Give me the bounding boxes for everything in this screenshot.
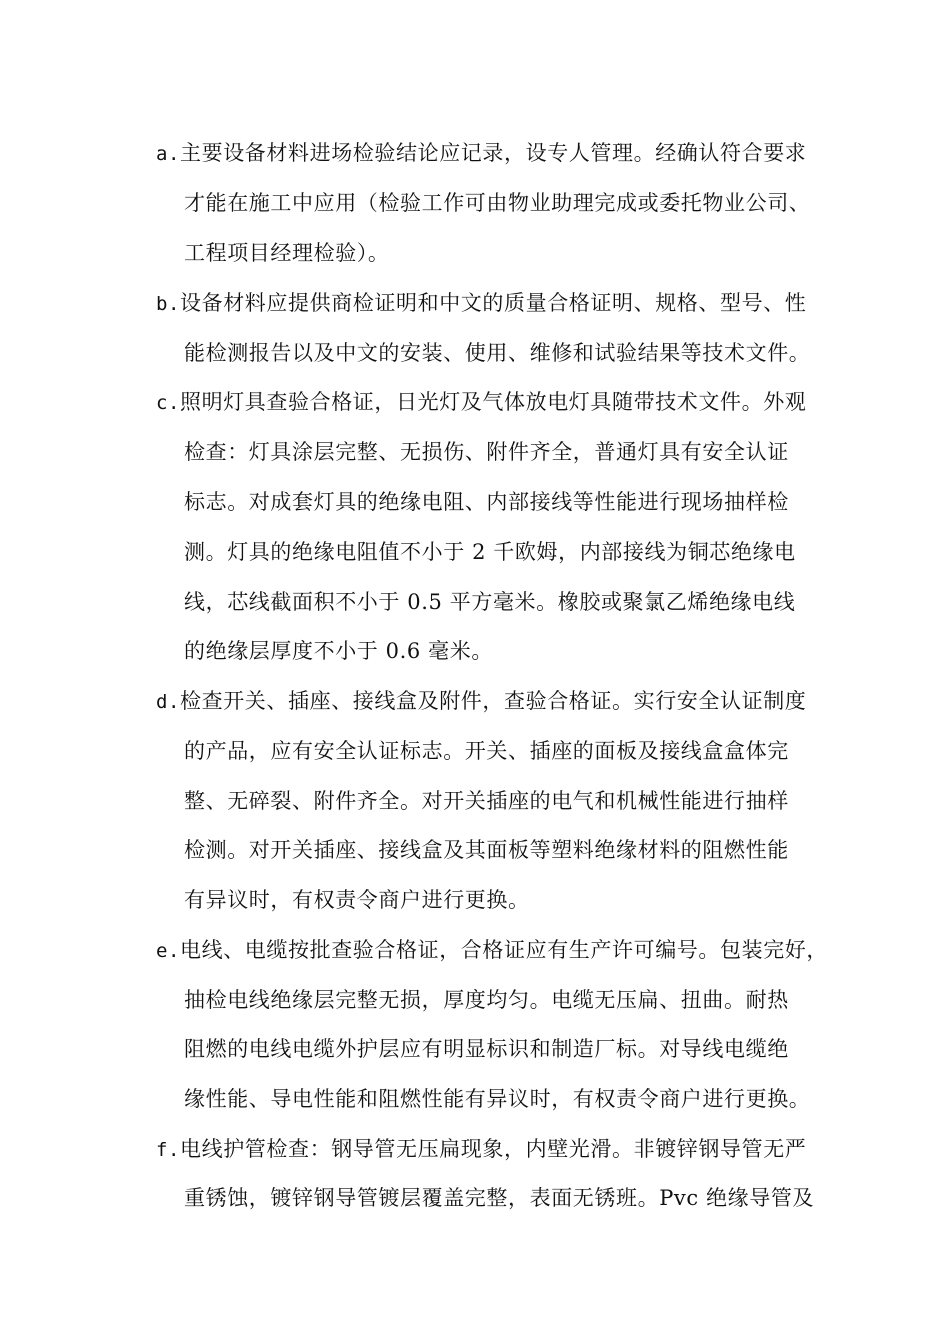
item-e-line-2: 抽检电线绝缘层完整无损，厚度均匀。电缆无压扁、扭曲。耐热	[184, 988, 789, 1012]
item-e-line-1: e.电线、电缆按批查验合格证，合格证应有生产许可编号。包装完好，	[156, 936, 828, 965]
item-d-line-5: 有异议时，有权责令商户进行更换。	[184, 888, 530, 912]
item-a-label: a.	[156, 143, 181, 165]
item-f-label: f.	[156, 1139, 181, 1161]
item-a-line-2: 才能在施工中应用（检验工作可由物业助理完成或委托物业公司、	[184, 191, 811, 215]
item-d-line-3: 整、无碎裂、附件齐全。对开关插座的电气和机械性能进行抽样	[184, 789, 789, 813]
item-d-line-1: d.检查开关、插座、接线盒及附件，查验合格证。实行安全认证制度	[156, 687, 806, 716]
item-b-line-2: 能检测报告以及中文的安装、使用、维修和试验结果等技术文件。	[184, 341, 811, 365]
item-d-line-2: 的产品，应有安全认证标志。开关、插座的面板及接线盒盒体完	[184, 739, 789, 763]
item-c-label: c.	[156, 392, 181, 414]
item-f-line-2: 重锈蚀，镀锌钢导管镀层覆盖完整，表面无锈班。Pvc 绝缘导管及	[184, 1186, 815, 1210]
item-d-line-4: 检测。对开关插座、接线盒及其面板等塑料绝缘材料的阻燃性能	[184, 838, 789, 862]
item-c-line-5: 线，芯线截面积不小于 0.5 平方毫米。橡胶或聚氯乙烯绝缘电线	[184, 590, 796, 614]
item-c-line-6: 的绝缘层厚度不小于 0.6 毫米。	[184, 639, 493, 663]
item-e-label: e.	[156, 940, 181, 962]
item-a-line-3: 工程项目经理检验）。	[184, 241, 390, 265]
item-c-line-4: 测。灯具的绝缘电阻值不小于 2 千欧姆，内部接线为铜芯绝缘电	[184, 540, 796, 564]
item-b-label: b.	[156, 293, 181, 315]
item-e-line-3: 阻燃的电线电缆外护层应有明显标识和制造厂标。对导线电缆绝	[184, 1037, 789, 1061]
item-a-line-1: a.主要设备材料进场检验结论应记录，设专人管理。经确认符合要求	[156, 139, 806, 168]
item-c-line-1: c.照明灯具查验合格证，日光灯及气体放电灯具随带技术文件。外观	[156, 388, 806, 417]
item-c-line-2: 检查：灯具涂层完整、无损伤、附件齐全，普通灯具有安全认证	[184, 440, 789, 464]
item-d-label: d.	[156, 691, 181, 713]
item-c-line-3: 标志。对成套灯具的绝缘电阻、内部接线等性能进行现场抽样检	[184, 490, 789, 514]
item-e-line-4: 缘性能、导电性能和阻燃性能有异议时，有权责令商户进行更换。	[184, 1087, 811, 1111]
item-f-line-1: f.电线护管检查：钢导管无压扁现象，内壁光滑。非镀锌钢导管无严	[156, 1135, 806, 1164]
item-b-line-1: b.设备材料应提供商检证明和中文的质量合格证明、规格、型号、性	[156, 289, 806, 318]
